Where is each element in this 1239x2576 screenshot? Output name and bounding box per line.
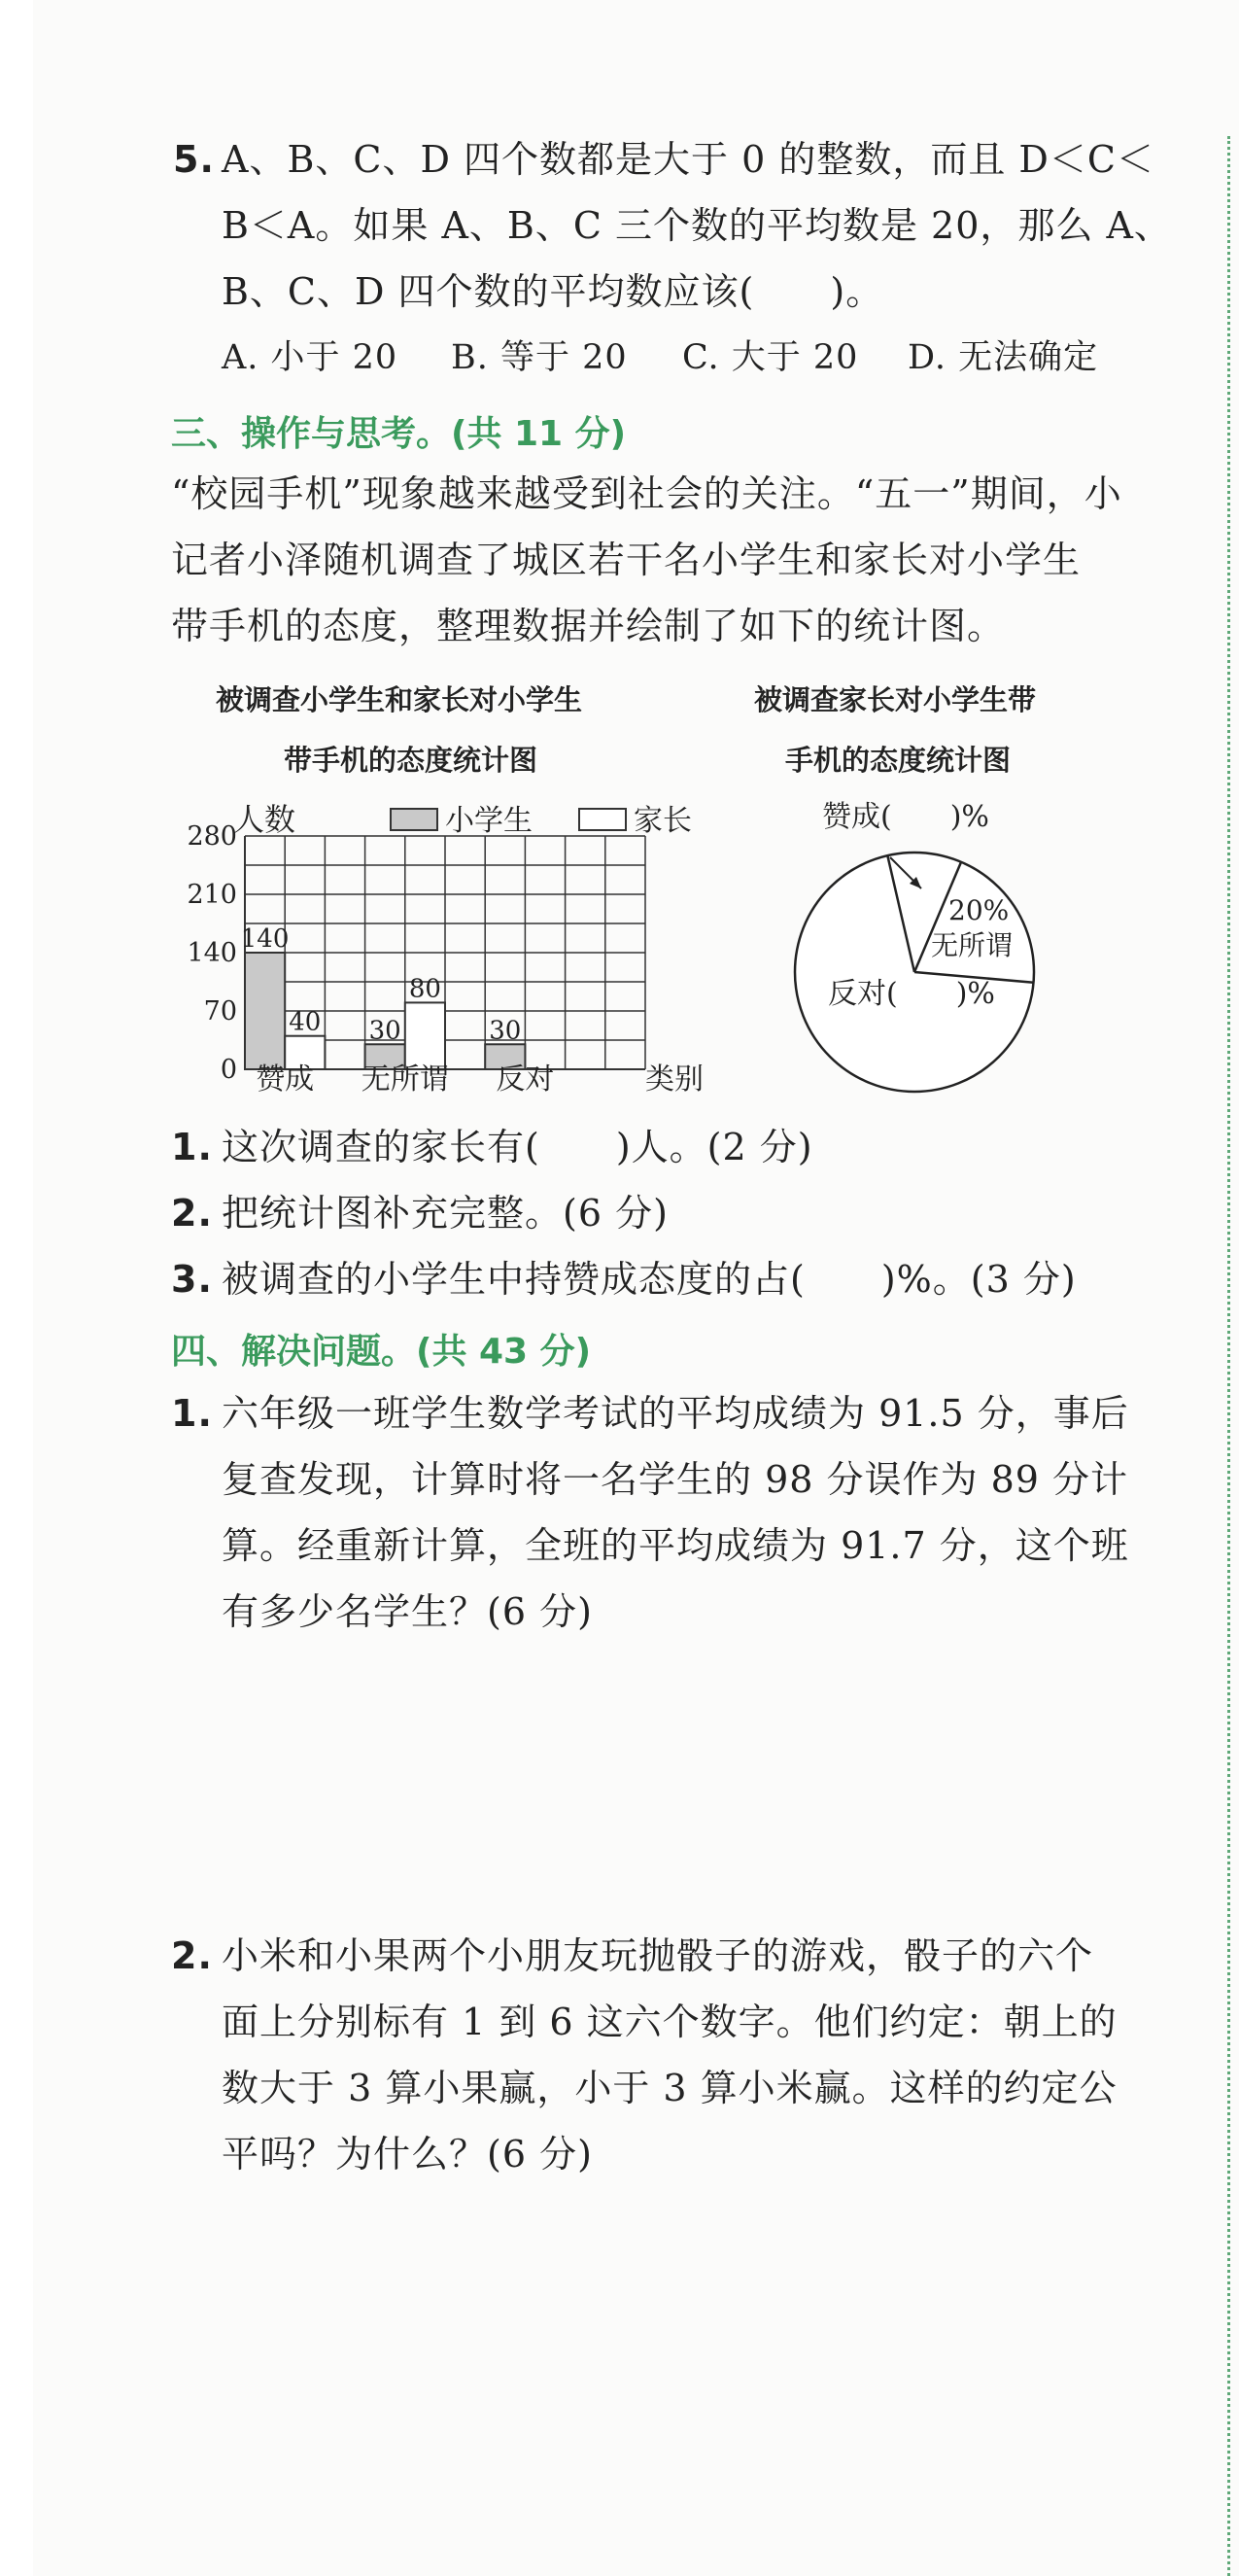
bar-value-label: 80 (408, 974, 441, 1004)
pie-chart-title-line-1: 被调查家长对小学生带 (754, 683, 1037, 716)
y-tick-label: 70 (203, 996, 237, 1027)
y-axis-label: 人数 (233, 801, 296, 838)
s3-q1-number: 1. (171, 1126, 213, 1168)
s3-q2-text: 把统计图补充完整。(6 分) (222, 1192, 669, 1235)
bar-chart (171, 797, 735, 1108)
q5-number: 5. (173, 138, 215, 181)
section-3-intro-line-3: 带手机的态度，整理数据并绘制了如下的统计图。 (171, 605, 1006, 647)
bar-value-label: 30 (489, 1016, 522, 1046)
y-tick-label: 0 (220, 1055, 237, 1085)
pie-label-indifferent-percent: 20% (948, 894, 1010, 926)
section-3-title: 三、操作与思考。(共 11 分) (171, 414, 627, 454)
s4-q1-line-2: 复查发现，计算时将一名学生的 98 分误作为 89 分计 (222, 1458, 1129, 1501)
q5-option-a[interactable]: A. 小于 20 (222, 338, 398, 377)
bar-value-label: 140 (240, 924, 290, 954)
bar-student (245, 953, 285, 1069)
category-label: 赞成 (256, 1062, 315, 1097)
q5-line-3: B、C、D 四个数的平均数应该( )。 (222, 270, 884, 313)
y-tick-label: 210 (187, 880, 237, 910)
bar-chart-title-line-1: 被调查小学生和家长对小学生 (216, 683, 583, 716)
s4-q2-line-4: 平吗？为什么？(6 分) (222, 2133, 593, 2176)
s3-q2-number: 2. (171, 1192, 213, 1235)
bar-value-label: 40 (289, 1007, 322, 1037)
pie-chart (793, 787, 1065, 1108)
pie-label-support: 赞成( )% (822, 800, 989, 834)
y-tick-label: 280 (187, 821, 237, 852)
section-3-intro-line-2: 记者小泽随机调查了城区若干名小学生和家长对小学生 (171, 539, 1082, 581)
q5-option-c[interactable]: C. 大于 20 (682, 338, 859, 377)
q5-line-2: B＜A。如果 A、B、C 三个数的平均数是 20，那么 A、 (222, 204, 1172, 247)
s3-q3-number: 3. (171, 1258, 213, 1301)
category-label: 无所谓 (361, 1062, 449, 1097)
legend-parent-label: 家长 (634, 804, 692, 838)
legend-student-swatch (391, 809, 437, 830)
legend-parent-swatch (579, 809, 626, 830)
category-label: 反对 (496, 1062, 555, 1097)
q5-option-b[interactable]: B. 等于 20 (451, 338, 628, 377)
s4-q1-line-4: 有多少名学生？(6 分) (222, 1590, 593, 1633)
q5-line-1: A、B、C、D 四个数都是大于 0 的整数，而且 D＜C＜ (222, 138, 1154, 181)
bar-chart-title-line-2: 带手机的态度统计图 (284, 744, 538, 777)
s4-q1-number: 1. (171, 1392, 213, 1435)
s4-q2-line-2: 面上分别标有 1 到 6 这六个数字。他们约定：朝上的 (222, 2001, 1118, 2043)
bar-value-label: 30 (368, 1016, 401, 1046)
s4-q1-line-3: 算。经重新计算，全班的平均成绩为 91.7 分，这个班 (222, 1524, 1129, 1567)
s3-q3-text: 被调查的小学生中持赞成态度的占( )%。(3 分) (222, 1258, 1077, 1301)
s4-q2-number: 2. (171, 1934, 213, 1977)
s4-q2-line-3: 数大于 3 算小果赢，小于 3 算小米赢。这样的约定公 (222, 2067, 1118, 2109)
s4-q2-line-1: 小米和小果两个小朋友玩抛骰子的游戏，骰子的六个 (222, 1934, 1094, 1977)
section-3-intro-line-1: “校园手机”现象越来越受到社会的关注。“五一”期间，小 (171, 472, 1122, 515)
pie-label-indifferent: 无所谓 (931, 929, 1014, 961)
pie-label-oppose: 反对( )% (828, 977, 995, 1011)
x-axis-label: 类别 (645, 1062, 704, 1097)
pie-chart-title-line-2: 手机的态度统计图 (785, 744, 1012, 777)
s4-q1-line-1: 六年级一班学生数学考试的平均成绩为 91.5 分，事后 (222, 1392, 1129, 1435)
binding-margin-line (1227, 136, 1230, 2576)
section-4-title: 四、解决问题。(共 43 分) (171, 1332, 592, 1372)
q5-option-d[interactable]: D. 无法确定 (908, 338, 1099, 377)
s3-q1-text: 这次调查的家长有( )人。(2 分) (222, 1126, 813, 1168)
bar-parent (405, 1002, 445, 1069)
y-tick-label: 140 (187, 938, 237, 968)
legend-student-label: 小学生 (445, 804, 533, 838)
